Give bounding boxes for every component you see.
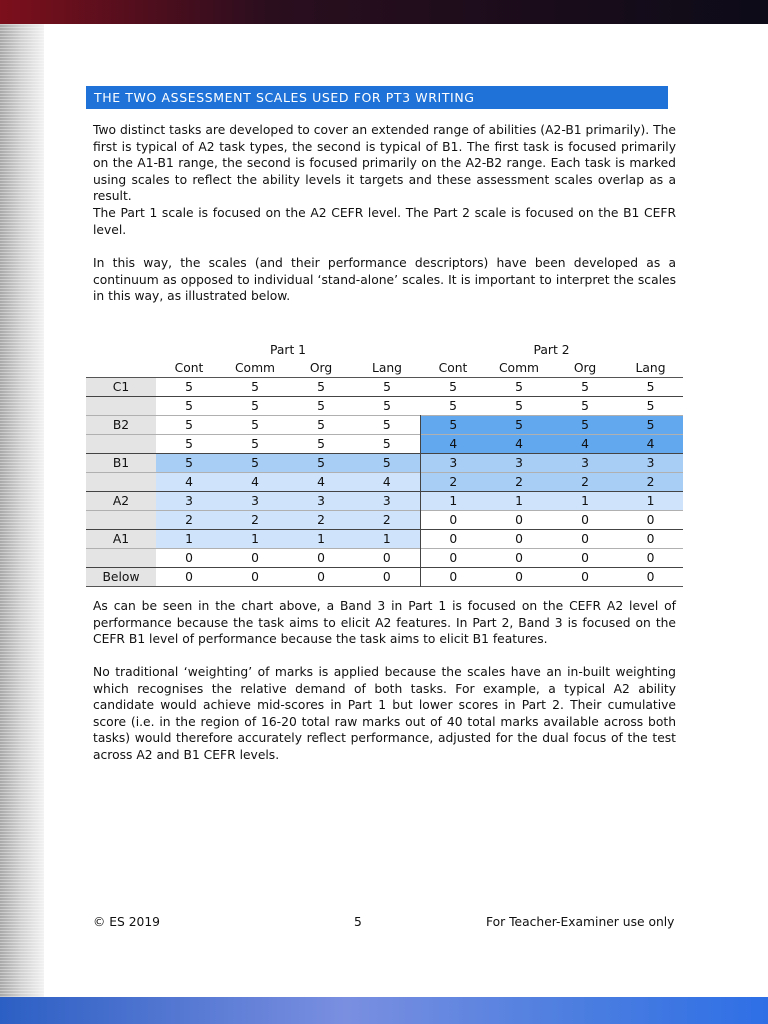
score-cell: 0	[515, 551, 523, 565]
assessment-scales-table	[86, 341, 683, 587]
score-cell: 0	[317, 551, 325, 565]
score-cell: 2	[486, 473, 552, 492]
row-label	[86, 511, 156, 530]
score-cell: 2	[288, 511, 354, 530]
section-header: THE TWO ASSESSMENT SCALES USED FOR PT3 WRITING	[86, 86, 668, 109]
score-cell: 0	[581, 532, 589, 546]
score-cell: 3	[486, 454, 552, 473]
score-cell: 5	[382, 418, 391, 432]
score-cell: 1	[156, 530, 222, 549]
score-cell: 0	[382, 551, 391, 565]
score-cell: 0	[251, 551, 259, 565]
score-cell: 0	[646, 532, 655, 546]
table-row	[86, 568, 683, 587]
left-decorative-stripe	[0, 24, 44, 997]
score-cell: 1	[420, 492, 486, 511]
score-cell: 0	[382, 570, 391, 584]
score-cell: 5	[382, 437, 391, 451]
score-cell: 5	[222, 454, 288, 473]
score-cell: 5	[288, 454, 354, 473]
col-header: Comm	[222, 359, 288, 378]
score-cell: 5	[646, 380, 655, 394]
column-header-row	[86, 359, 683, 378]
row-label: C1	[86, 378, 156, 397]
top-decorative-bar	[0, 0, 768, 24]
score-cell: 3	[288, 492, 354, 511]
score-cell: 0	[515, 513, 523, 527]
score-cell: 5	[515, 399, 523, 413]
footer-copyright: © ES 2019	[93, 915, 160, 929]
row-label	[86, 549, 156, 568]
score-cell: 0	[420, 530, 486, 549]
score-cell: 5	[317, 437, 325, 451]
part-header-row	[86, 341, 683, 359]
band-focus-paragraph: As can be seen in the chart above, a Band 3 in Part 1 is focused on the CEFR A2 level of performance because the task aims to elicit A2 features. In Part 2, Band 3 is focused on the CEFR B1 level of performance because the task aims to elicit B1 features.	[93, 599, 676, 646]
score-cell: 4	[156, 473, 222, 492]
continuum-paragraph: In this way, the scales (and their performance descriptors) have been developed as a continuum as opposed to individual ‘stand-alone’ scales. It is important to interpret the scales in this way, as illustrated below.	[93, 256, 676, 303]
score-cell: 5	[354, 454, 420, 473]
score-cell: 4	[618, 435, 683, 454]
score-cell: 5	[383, 380, 391, 394]
score-cell: 0	[515, 570, 523, 584]
score-cell: 5	[251, 380, 259, 394]
score-cell: 0	[420, 511, 486, 530]
score-cell: 3	[156, 492, 222, 511]
score-cell: 0	[185, 570, 193, 584]
intro-paragraph: Two distinct tasks are developed to cover an extended range of abilities (A2-B1 primarily). The first is typical of A2 task types, the second is typical of B1. The first task is focused primarily on the A1-B1 range, the second is focused primarily on the A2-B2 range. Each task is marked using scales to reflect the ability levels it targets and these assessment scales overlap as a result.	[93, 123, 676, 203]
score-cell: 5	[420, 416, 486, 435]
footer-note: For Teacher-Examiner use only	[486, 915, 675, 929]
row-label: A2	[86, 492, 156, 511]
score-cell: 5	[185, 418, 193, 432]
table-row	[86, 530, 683, 549]
scale-focus-paragraph: The Part 1 scale is focused on the A2 CEFR level. The Part 2 scale is focused on the B1 CEFR level.	[93, 206, 676, 237]
score-cell: 4	[420, 435, 486, 454]
score-cell: 5	[185, 380, 193, 394]
score-cell: 4	[222, 473, 288, 492]
score-cell: 3	[222, 492, 288, 511]
score-cell: 0	[581, 513, 589, 527]
score-cell: 5	[449, 380, 457, 394]
score-cell: 5	[185, 437, 193, 451]
row-label: B2	[86, 416, 156, 435]
score-cell: 5	[317, 418, 325, 432]
table-row	[86, 511, 683, 530]
col-header: Comm	[486, 359, 552, 378]
score-cell: 5	[251, 418, 259, 432]
score-cell: 1	[486, 492, 552, 511]
row-label: B1	[86, 454, 156, 473]
row-label	[86, 435, 156, 454]
score-cell: 4	[288, 473, 354, 492]
score-cell: 0	[420, 568, 486, 587]
score-cell: 0	[515, 532, 523, 546]
score-cell: 0	[581, 551, 589, 565]
col-header: Org	[552, 359, 618, 378]
table-row	[86, 492, 683, 511]
score-cell: 2	[420, 473, 486, 492]
score-cell: 5	[449, 399, 457, 413]
table-row	[86, 416, 683, 435]
score-cell: 1	[354, 530, 420, 549]
score-cell: 5	[251, 399, 259, 413]
weighting-paragraph: No traditional ‘weighting’ of marks is applied because the scales have an in-built weighting which recognises the relative demand of both tasks. For example, a typical A2 ability candidate would achieve mid-scores in Part 1 but lower scores in Part 2. Their cumulative score (i.e. in the region of 16-20 total raw marks out of 40 total marks available across both tasks) would therefore accurately reflect performance, adjusted for the dual focus of the test across A2 and B1 CEFR levels.	[93, 665, 676, 762]
table-row	[86, 378, 683, 397]
score-cell: 1	[288, 530, 354, 549]
score-cell: 5	[581, 399, 589, 413]
score-cell: 2	[618, 473, 683, 492]
score-cell: 5	[486, 416, 552, 435]
score-cell: 2	[222, 511, 288, 530]
table-row	[86, 473, 683, 492]
score-cell: 2	[354, 511, 420, 530]
table-row	[86, 454, 683, 473]
assessment-scales-table-wrapper	[86, 341, 683, 587]
row-label	[86, 473, 156, 492]
score-cell: 3	[354, 492, 420, 511]
score-cell: 5	[618, 416, 683, 435]
row-label: A1	[86, 530, 156, 549]
score-cell: 0	[317, 570, 325, 584]
score-cell: 2	[552, 473, 618, 492]
col-header: Cont	[420, 359, 486, 378]
score-cell: 4	[486, 435, 552, 454]
score-cell: 1	[222, 530, 288, 549]
score-cell: 0	[646, 513, 655, 527]
score-cell: 5	[317, 380, 325, 394]
score-cell: 0	[251, 570, 259, 584]
score-cell: 3	[618, 454, 683, 473]
score-cell: 4	[354, 473, 420, 492]
score-cell: 5	[383, 399, 391, 413]
row-label: Below	[86, 568, 156, 587]
score-cell: 0	[420, 549, 486, 568]
score-cell: 5	[156, 454, 222, 473]
table-row	[86, 435, 683, 454]
score-cell: 3	[552, 454, 618, 473]
score-cell: 0	[646, 551, 655, 565]
score-cell: 1	[552, 492, 618, 511]
col-header: Lang	[618, 359, 683, 378]
score-cell: 2	[156, 511, 222, 530]
table-row	[86, 549, 683, 568]
score-cell: 1	[618, 492, 683, 511]
table-row	[86, 397, 683, 416]
score-cell: 0	[581, 570, 589, 584]
part-1-heading: Part 1	[270, 343, 307, 357]
score-cell: 0	[185, 551, 193, 565]
score-cell: 0	[646, 570, 655, 584]
col-header: Cont	[156, 359, 222, 378]
score-cell: 5	[552, 416, 618, 435]
row-label	[86, 397, 156, 416]
score-cell: 5	[515, 380, 523, 394]
score-cell: 5	[185, 399, 193, 413]
part-2-heading: Part 2	[533, 343, 570, 357]
score-cell: 5	[317, 399, 325, 413]
score-cell: 5	[646, 399, 655, 413]
score-cell: 5	[581, 380, 589, 394]
footer-page-number: 5	[354, 915, 362, 929]
bottom-decorative-bar	[0, 997, 768, 1024]
col-header: Org	[288, 359, 354, 378]
col-header: Lang	[354, 359, 420, 378]
score-cell: 5	[251, 437, 259, 451]
score-cell: 3	[420, 454, 486, 473]
score-cell: 4	[552, 435, 618, 454]
